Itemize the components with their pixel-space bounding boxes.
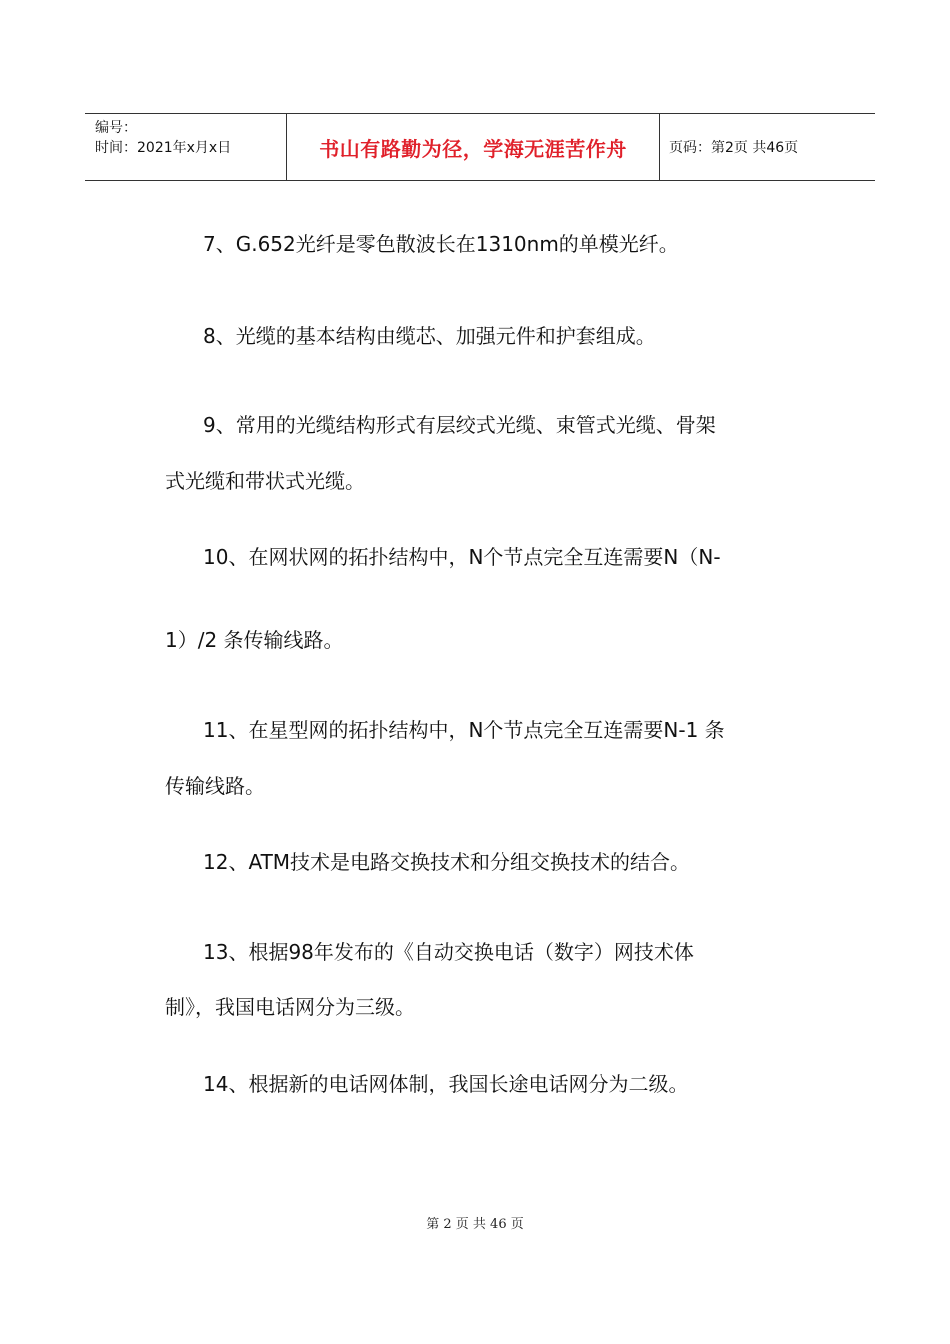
item-line: 8、光缆的基本结构由缆芯、加强元件和护套组成。: [203, 324, 656, 348]
item-line: 传输线路。: [165, 774, 265, 798]
item-line: 13、根据98年发布的《自动交换电话（数字）网技术体: [203, 940, 694, 964]
page-header: [85, 113, 875, 181]
item-line: 11、在星型网的拓扑结构中，N个节点完全互连需要N-1 条: [203, 718, 725, 742]
item-line: 14、根据新的电话网体制，我国长途电话网分为二级。: [203, 1072, 689, 1096]
item-line: 制》，我国电话网分为三级。: [165, 995, 415, 1019]
item-line: 12、ATM技术是电路交换技术和分组交换技术的结合。: [203, 850, 691, 874]
item-line: 7、G.652光纤是零色散波长在1310nm的单模光纤。: [203, 232, 679, 256]
item-line: 9、常用的光缆结构形式有层绞式光缆、束管式光缆、骨架: [203, 413, 716, 437]
header-page-number: 页码：第2页 共46页: [669, 140, 799, 156]
item-line: 10、在网状网的拓扑结构中，N个节点完全互连需要N（N-: [203, 545, 721, 569]
page-footer: 第 2 页 共 46 页: [426, 1217, 524, 1232]
document-number-label: 编号：: [95, 120, 137, 136]
header-meta: [85, 114, 286, 180]
item-line: 1）/2 条传输线路。: [165, 628, 344, 652]
header-motto: 书山有路勤为径，学海无涯苦作舟: [286, 114, 660, 180]
item-line: 式光缆和带状式光缆。: [165, 469, 365, 493]
document-time-label: 时间：2021年x月x日: [95, 140, 232, 156]
